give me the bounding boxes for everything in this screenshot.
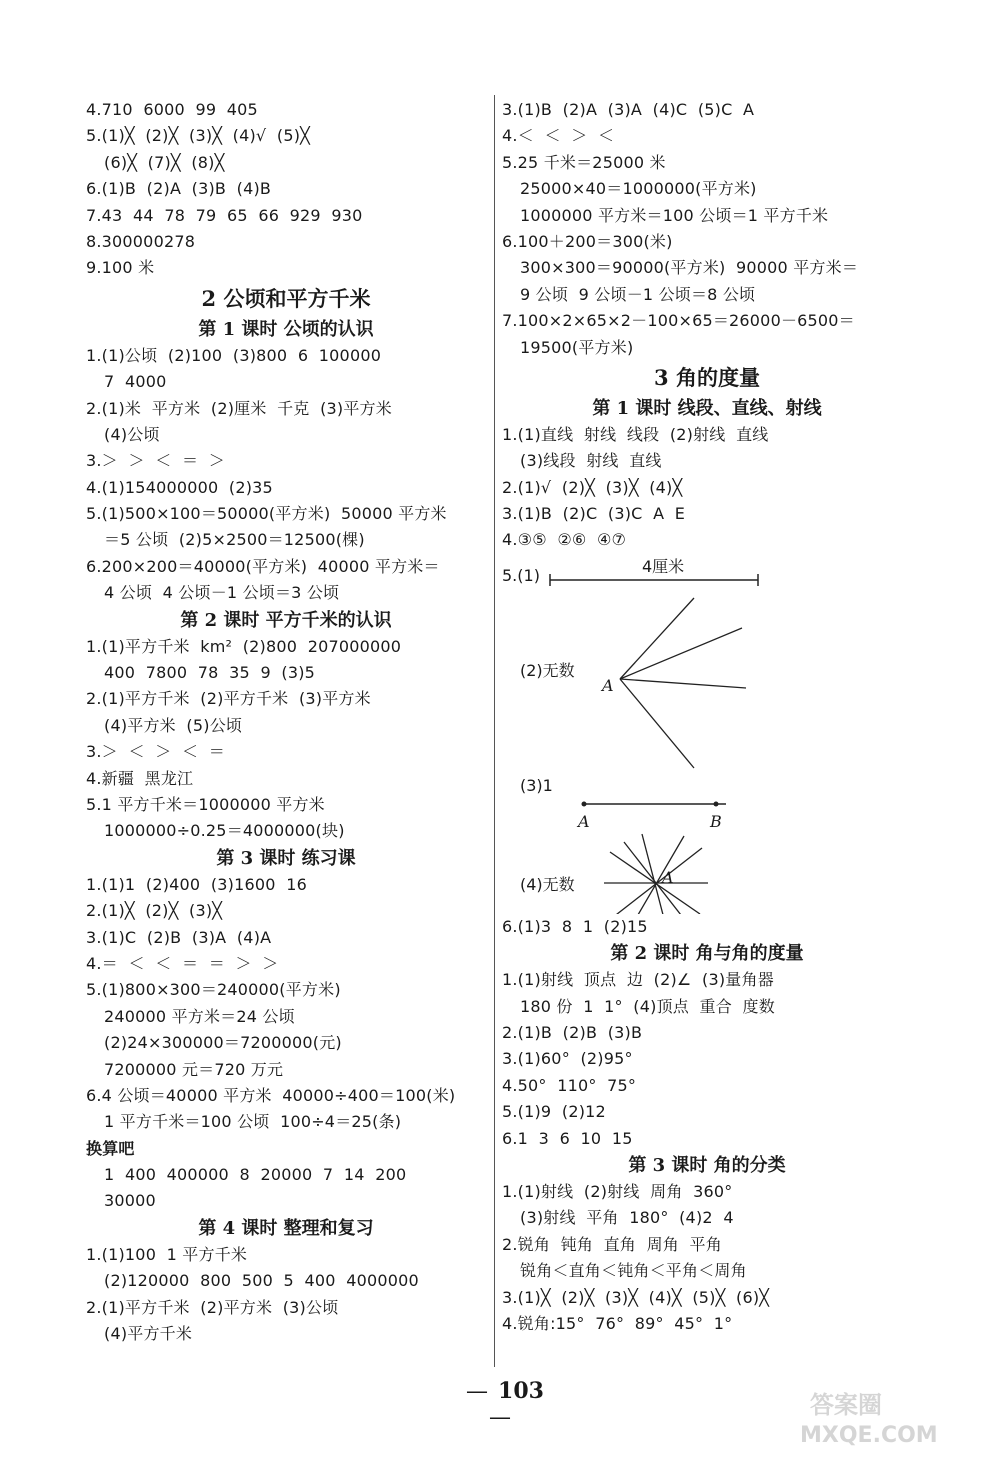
geometry-figure: [502, 554, 912, 914]
left-column: [86, 97, 486, 1347]
answer-line: 1.(1)射线 顶点 边 (2)∠ (3)量角器: [502, 970, 774, 990]
answer-continuation: 180 份 1 1° (4)顶点 重合 度数: [520, 996, 775, 1016]
section-heading: 换算吧: [86, 1138, 135, 1158]
answer-continuation: 1000000÷0.25＝4000000(块): [104, 821, 345, 841]
answer-line: 5.(1)500×100＝50000(平方米) 50000 平方米: [86, 504, 447, 524]
ray-4: [620, 679, 694, 768]
answer-continuation: (4)平方米 (5)公顷: [104, 715, 243, 735]
answer-line: 3.(1)B (2)C (3)C A E: [502, 504, 686, 524]
q5-4-label: (4)无数: [520, 874, 575, 894]
answer-line: 2.(1)√ (2)╳ (3)╳ (4)╳: [502, 477, 683, 497]
answer-line: 1.(1)直线 射线 线段 (2)射线 直线: [502, 424, 769, 444]
lesson-title: 第 2 课时 平方千米的认识: [180, 609, 392, 631]
answer-line: 6.4 公顷＝40000 平方米 40000÷400＝100(米): [86, 1085, 456, 1105]
answer-continuation: 4 公顷 4 公顷－1 公顷＝3 公顷: [104, 583, 340, 603]
answer-line: 5.1 平方千米＝1000000 平方米: [86, 794, 325, 814]
line-3: [624, 842, 688, 914]
answer-line: 9.100 米: [86, 258, 155, 278]
column-divider: [494, 95, 495, 1367]
lesson-title: 第 3 课时 角的分类: [628, 1154, 786, 1176]
answer-line: 3.＞ ＞ ＜ ＝ ＞: [86, 451, 225, 471]
chapter-title: 3 角的度量: [654, 364, 760, 390]
point-a-dot: [582, 801, 587, 806]
page-number-value: 103: [498, 1378, 544, 1404]
answer-continuation: 300×300＝90000(平方米) 90000 平方米＝: [520, 258, 859, 278]
answer-line: 1.(1)100 1 平方千米: [86, 1244, 248, 1264]
q5-3-label: (3)1: [520, 775, 553, 795]
lesson-title: 第 2 课时 角与角的度量: [610, 943, 804, 965]
answer-line: 4.③⑤ ②⑥ ④⑦: [502, 530, 627, 550]
point-a-label-1: A: [602, 675, 614, 695]
lines-through-a: [604, 834, 708, 914]
answer-line: 2.(1)B (2)B (3)B: [502, 1023, 643, 1043]
answer-line: 2.(1)平方千米 (2)平方米 (3)公顷: [86, 1297, 339, 1317]
answer-line: 4.＜ ＜ ＞ ＜: [502, 126, 615, 146]
answer-line: 2.(1)平方千米 (2)平方千米 (3)平方米: [86, 689, 371, 709]
answer-continuation: 1 400 400000 8 20000 7 14 200: [104, 1165, 407, 1185]
answer-line: 1.(1)平方千米 km² (2)800 207000000: [86, 636, 402, 656]
answer-line: 5.(1)800×300＝240000(平方米): [86, 980, 341, 1000]
answer-continuation: 30000: [104, 1191, 156, 1211]
answer-line: 3.(1)╳ (2)╳ (3)╳ (4)╳ (5)╳ (6)╳: [502, 1287, 770, 1307]
rays-from-a: [620, 598, 746, 768]
answer-continuation: (2)24×300000＝7200000(元): [104, 1033, 342, 1053]
answer-line: 2.(1)╳ (2)╳ (3)╳: [86, 901, 223, 921]
answer-continuation: (3)射线 平角 180° (4)2 4: [520, 1208, 734, 1228]
answer-continuation: ＝5 公顷 (2)5×2500＝12500(棵): [104, 530, 365, 550]
answer-continuation: 9 公顷 9 公顷－1 公顷＝8 公顷: [520, 284, 756, 304]
answer-continuation: (2)120000 800 500 5 400 4000000: [104, 1271, 419, 1291]
answer-line: 6.(1)3 8 1 (2)15: [502, 916, 648, 936]
answer-line: 7.43 44 78 79 65 66 929 930: [86, 205, 363, 225]
ray-1: [620, 598, 694, 679]
ray-2: [620, 628, 742, 679]
answer-continuation: 240000 平方米＝24 公顷: [104, 1006, 295, 1026]
answer-line: 3.＞ ＜ ＞ ＜ ＝: [86, 742, 225, 762]
geometry-drawing: [502, 554, 912, 914]
watermark-logo: 答案圈 MXQE.COM: [800, 1391, 938, 1448]
answer-line: 8.300000278: [86, 231, 196, 251]
point-b-dot: [714, 801, 719, 806]
answer-line: 1.(1)公顷 (2)100 (3)800 6 100000: [86, 345, 382, 365]
q5-2-label: (2)无数: [520, 660, 575, 680]
answer-line: 3.(1)B (2)A (3)A (4)C (5)C A: [502, 100, 755, 119]
answer-continuation: 7200000 元＝720 万元: [104, 1059, 284, 1079]
answer-continuation: 1 平方千米＝100 公顷 100÷4＝25(条): [104, 1112, 402, 1132]
answer-line: 1.(1)1 (2)400 (3)1600 16: [86, 874, 307, 894]
right-column: [502, 97, 912, 1337]
answer-line: 6.100＋200＝300(米): [502, 231, 673, 251]
lesson-title: 第 4 课时 整理和复习: [198, 1217, 374, 1239]
answer-line: 1.(1)射线 (2)射线 周角 360°: [502, 1181, 733, 1201]
answer-continuation: (3)线段 射线 直线: [520, 451, 662, 471]
answer-continuation: (4)平方千米: [104, 1324, 193, 1344]
answer-line: 2.锐角 钝角 直角 周角 平角: [502, 1234, 722, 1254]
answer-line: 7.100×2×65×2－100×65＝26000－6500＝: [502, 311, 855, 331]
q5-1-label: 5.(1): [502, 565, 540, 585]
measure-label: 4厘米: [642, 556, 685, 576]
ray-3: [620, 679, 746, 688]
point-a-label-2: A: [578, 811, 590, 831]
answer-line: 3.(1)60° (2)95°: [502, 1049, 633, 1069]
answer-continuation: 400 7800 78 35 9 (3)5: [104, 663, 316, 683]
lesson-title: 第 3 课时 练习课: [216, 847, 356, 869]
point-b-label: B: [710, 811, 722, 831]
answer-line: 3.(1)C (2)B (3)A (4)A: [86, 927, 272, 947]
line-6: [628, 836, 684, 914]
answer-line: 4.(1)154000000 (2)35: [86, 477, 273, 497]
answer-continuation: 1000000 平方米＝100 公顷＝1 平方千米: [520, 205, 829, 225]
answer-line: 4.＝ ＜ ＜ ＝ ＝ ＞ ＞: [86, 953, 279, 973]
answer-continuation: (6)╳ (7)╳ (8)╳: [104, 152, 225, 172]
lesson-title: 第 1 课时 公顷的认识: [198, 318, 374, 340]
answer-line: 6.(1)B (2)A (3)B (4)B: [86, 179, 272, 199]
answer-line: 4.新疆 黑龙江: [86, 768, 194, 788]
page-number: — 103—: [466, 1378, 544, 1430]
answer-line: 2.(1)米 平方米 (2)厘米 千克 (3)平方米: [86, 398, 392, 418]
answer-continuation: 19500(平方米): [520, 337, 634, 357]
answer-line: 4.710 6000 99 405: [86, 100, 258, 119]
point-a-label-3: A: [662, 867, 674, 887]
answer-line: 4.锐角:15° 76° 89° 45° 1°: [502, 1313, 733, 1333]
answer-line: 6.1 3 6 10 15: [502, 1128, 633, 1148]
answer-line: 4.50° 110° 75°: [502, 1075, 637, 1095]
chapter-title: 2 公顷和平方千米: [201, 285, 371, 311]
lesson-title: 第 1 课时 线段、直线、射线: [592, 397, 822, 419]
answer-line: 5.(1)╳ (2)╳ (3)╳ (4)√ (5)╳: [86, 126, 310, 146]
answer-continuation: 锐角＜直角＜钝角＜平角＜周角: [520, 1261, 747, 1281]
answer-continuation: 25000×40＝1000000(平方米): [520, 179, 757, 199]
answer-line: 6.200×200＝40000(平方米) 40000 平方米＝: [86, 556, 440, 576]
answer-line: 5.(1)9 (2)12: [502, 1102, 606, 1122]
answer-continuation: (4)公顷: [104, 424, 160, 444]
answer-line: 5.25 千米＝25000 米: [502, 152, 666, 172]
answer-continuation: 7 4000: [104, 372, 167, 392]
